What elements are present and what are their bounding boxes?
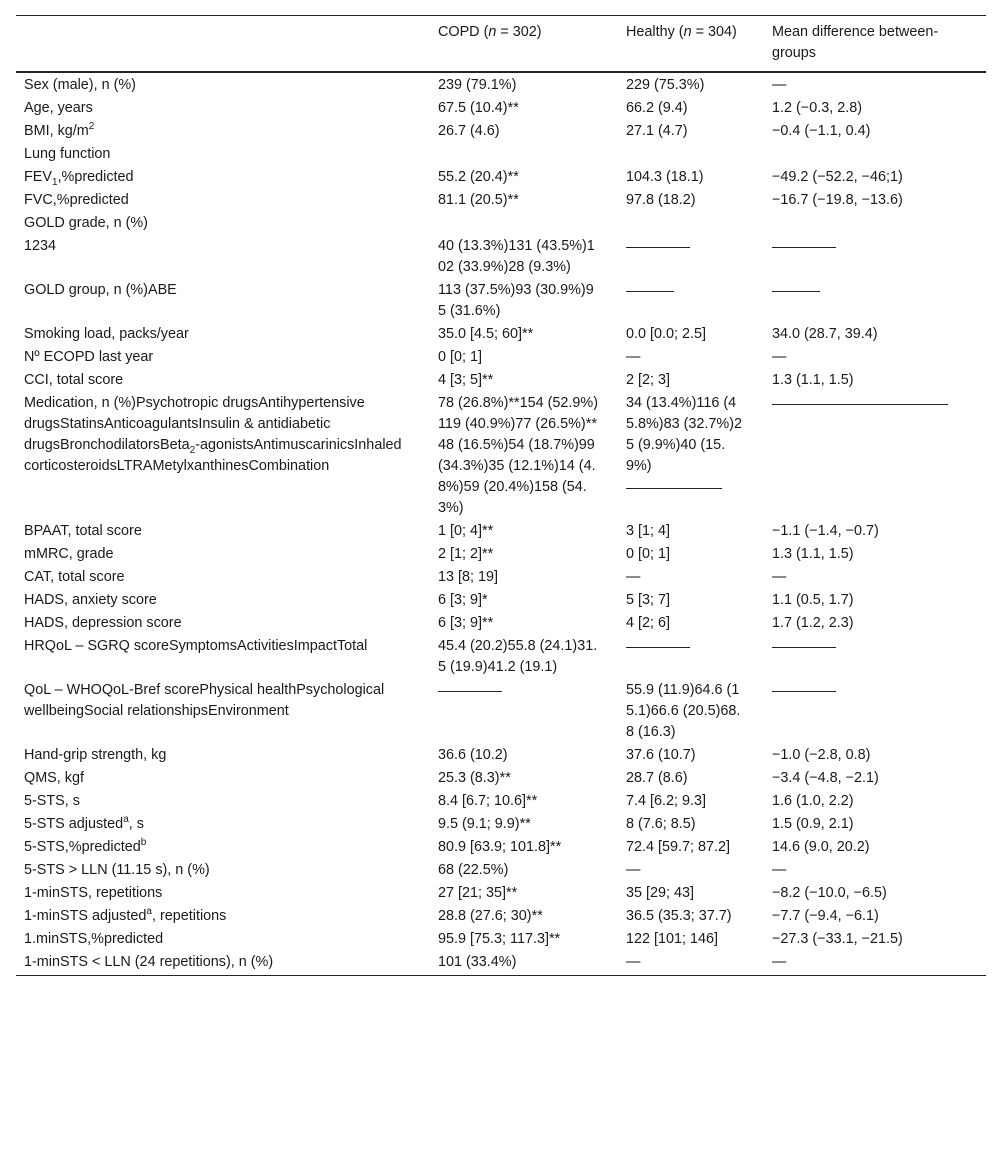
table-row bbox=[16, 680, 986, 745]
healthy-value: 97.8 (18.2) bbox=[626, 192, 696, 208]
healthy-value: 0 [0; 1] bbox=[626, 546, 671, 562]
mean-difference-value: 1.2 (−0.3, 2.8) bbox=[772, 100, 862, 116]
row-label: 1-minSTS < LLN (24 repetitions), n (%) bbox=[24, 954, 274, 970]
table-row bbox=[16, 370, 986, 393]
row-label: GOLD grade, n (%) bbox=[24, 215, 148, 231]
copd-value bbox=[430, 680, 618, 745]
mean-difference-value bbox=[764, 393, 986, 521]
copd-value: 27 [21; 35]** bbox=[438, 885, 518, 901]
copd-value: 6 [3; 9]** bbox=[438, 615, 494, 631]
copd-value: 2 [1; 2]** bbox=[438, 546, 494, 562]
copd-value bbox=[430, 636, 618, 680]
copd-value: 35.0 [4.5; 60]** bbox=[438, 326, 534, 342]
table-row bbox=[16, 590, 986, 613]
header-healthy-n: n bbox=[683, 24, 692, 40]
copd-value: 101 (33.4%) bbox=[438, 954, 517, 970]
table-row bbox=[16, 906, 986, 929]
copd-value: 239 (79.1%) bbox=[438, 77, 517, 93]
table-header bbox=[16, 16, 986, 73]
label-text-post: , repetitions bbox=[151, 908, 227, 924]
copd-value bbox=[430, 213, 618, 236]
table-row bbox=[16, 144, 986, 167]
empty-rule bbox=[772, 647, 836, 648]
table-row bbox=[16, 347, 986, 370]
table-row bbox=[16, 883, 986, 906]
mean-difference-value: −3.4 (−4.8, −2.1) bbox=[772, 770, 879, 786]
mean-difference-value: 1.5 (0.9, 2.1) bbox=[772, 816, 854, 832]
mean-difference-value bbox=[764, 680, 986, 745]
copd-value: 6 [3; 9]* bbox=[438, 592, 488, 608]
healthy-value: 4 [2; 6] bbox=[626, 615, 671, 631]
healthy-value: 2 [2; 3] bbox=[626, 372, 671, 388]
row-label: HADS, depression score bbox=[24, 615, 182, 631]
copd-value: 80.9 [63.9; 101.8]** bbox=[438, 839, 562, 855]
table-row bbox=[16, 213, 986, 236]
header-copd-post: = 302) bbox=[496, 24, 542, 40]
row-label bbox=[16, 167, 430, 190]
copd-value: 8.4 [6.7; 10.6]** bbox=[438, 793, 538, 809]
mean-difference-value bbox=[764, 280, 986, 324]
healthy-value bbox=[618, 144, 764, 167]
mean-difference-value: −8.2 (−10.0, −6.5) bbox=[772, 885, 887, 901]
label-subscript: 2 bbox=[189, 444, 196, 456]
table-row bbox=[16, 167, 986, 190]
mean-difference-value: 1.1 (0.5, 1.7) bbox=[772, 592, 854, 608]
mean-difference-value: — bbox=[772, 77, 787, 93]
empty-rule bbox=[626, 291, 674, 292]
row-label bbox=[16, 814, 430, 837]
healthy-value: 5 [3; 7] bbox=[626, 592, 671, 608]
mean-difference-value: −27.3 (−33.1, −21.5) bbox=[772, 931, 903, 947]
mean-difference-value: −7.7 (−9.4, −6.1) bbox=[772, 908, 879, 924]
mean-difference-value: 14.6 (9.0, 20.2) bbox=[772, 839, 870, 855]
row-label: GOLD group, n (%)ABE bbox=[24, 282, 177, 298]
label-text: FEV bbox=[24, 169, 52, 185]
healthy-value bbox=[618, 837, 764, 860]
mean-difference-value: −0.4 (−1.1, 0.4) bbox=[772, 123, 871, 139]
label-superscript: a bbox=[123, 814, 129, 826]
healthy-value: 3 [1; 4] bbox=[626, 523, 671, 539]
table-row bbox=[16, 72, 986, 98]
mean-difference-value: 1.6 (1.0, 2.2) bbox=[772, 793, 854, 809]
row-label: 5-STS, s bbox=[24, 793, 80, 809]
label-text-post: -agonistsAntimuscarinicsInhaled corticosteroidsLTRAMetylxanthinesCombination bbox=[24, 437, 402, 474]
table-row bbox=[16, 521, 986, 544]
table-row bbox=[16, 121, 986, 144]
healthy-value: 104.3 (18.1) bbox=[626, 169, 704, 185]
empty-rule bbox=[626, 247, 690, 248]
mean-difference-value: −49.2 (−52.2, −46;1) bbox=[772, 169, 903, 185]
healthy-value: — bbox=[626, 862, 641, 878]
row-label bbox=[16, 121, 430, 144]
label-text-post: , s bbox=[128, 816, 144, 832]
mean-difference-value: −1.0 (−2.8, 0.8) bbox=[772, 747, 871, 763]
label-superscript: b bbox=[140, 837, 147, 849]
copd-value: 9.5 (9.1; 9.9)** bbox=[438, 816, 531, 832]
table-row bbox=[16, 860, 986, 883]
table-row bbox=[16, 745, 986, 768]
healthy-value: 28.7 (8.6) bbox=[626, 770, 688, 786]
header-healthy bbox=[618, 16, 764, 73]
copd-value-text: 45.4 (20.2)55.8 (24.1)31.5 (19.9)41.2 (19.1) bbox=[438, 638, 598, 675]
copd-value: 25.3 (8.3)** bbox=[438, 770, 511, 786]
label-text: 5-STS,%predicted bbox=[24, 839, 141, 855]
label-subscript: 1 bbox=[52, 176, 58, 188]
copd-value: 28.8 (27.6; 30)** bbox=[438, 908, 543, 924]
healthy-value: 37.6 (10.7) bbox=[626, 747, 696, 763]
label-text: 5-STS adjusted bbox=[24, 816, 124, 832]
healthy-value-text: 36.5 (35.3; 37.7) bbox=[626, 908, 732, 924]
table-row bbox=[16, 544, 986, 567]
mean-difference-value: — bbox=[772, 862, 787, 878]
table-row bbox=[16, 98, 986, 121]
mean-difference-value: 1.3 (1.1, 1.5) bbox=[772, 546, 854, 562]
row-label: CAT, total score bbox=[24, 569, 125, 585]
mean-difference-value bbox=[764, 213, 986, 236]
copd-value: 55.2 (20.4)** bbox=[438, 169, 519, 185]
row-label: Age, years bbox=[24, 100, 93, 116]
table-row bbox=[16, 837, 986, 860]
copd-value: 68 (22.5%) bbox=[438, 862, 509, 878]
row-label: Sex (male), n (%) bbox=[24, 77, 136, 93]
table-row bbox=[16, 814, 986, 837]
copd-value bbox=[430, 236, 618, 280]
row-label bbox=[16, 906, 430, 929]
row-label: 1-minSTS, repetitions bbox=[24, 885, 163, 901]
row-label bbox=[16, 837, 430, 860]
row-label: HADS, anxiety score bbox=[24, 592, 157, 608]
healthy-value-text: 34 (13.4%)116 (45.8%)83 (32.7%)25 (9.9%)40 (15.9%) bbox=[626, 395, 742, 474]
healthy-value bbox=[618, 236, 764, 280]
label-text: BMI, kg/m bbox=[24, 123, 89, 139]
healthy-value: 229 (75.3%) bbox=[626, 77, 705, 93]
mean-difference-value: — bbox=[772, 954, 787, 970]
empty-rule bbox=[626, 488, 722, 489]
row-label: QoL – WHOQoL-Bref scorePhysical healthPsychological wellbeingSocial relationshipsEnvironment bbox=[24, 682, 385, 719]
row-label: QMS, kgf bbox=[24, 770, 84, 786]
healthy-value: — bbox=[626, 349, 641, 365]
header-healthy-pre: Healthy ( bbox=[626, 24, 684, 40]
healthy-value-text: 72.4 [59.7; 87.2] bbox=[626, 839, 731, 855]
mean-difference-value bbox=[764, 144, 986, 167]
healthy-value bbox=[618, 680, 764, 745]
mean-difference-value: — bbox=[772, 349, 787, 365]
table-row bbox=[16, 324, 986, 347]
label-text-post: ,%predicted bbox=[57, 169, 134, 185]
mean-difference-value: 1.3 (1.1, 1.5) bbox=[772, 372, 854, 388]
healthy-value: 122 [101; 146] bbox=[626, 931, 719, 947]
mean-difference-value: — bbox=[772, 569, 787, 585]
comparison-table bbox=[16, 15, 986, 976]
label-text: Medication, n (%)Psychotropic drugsAntihypertensive drugsStatinsAnticoagulantsInsulin & antidiabetic drugsBronchodilatorsBeta bbox=[24, 395, 365, 453]
header-row bbox=[16, 16, 986, 73]
mean-difference-value bbox=[764, 636, 986, 680]
row-label: Lung function bbox=[24, 146, 111, 162]
healthy-value bbox=[618, 393, 764, 521]
healthy-value: — bbox=[626, 569, 641, 585]
copd-value bbox=[430, 393, 618, 521]
healthy-value: 7.4 [6.2; 9.3] bbox=[626, 793, 707, 809]
row-label: Hand-grip strength, kg bbox=[24, 747, 167, 763]
copd-value: 95.9 [75.3; 117.3]** bbox=[438, 931, 561, 947]
mean-difference-value: 34.0 (28.7, 39.4) bbox=[772, 326, 878, 342]
healthy-value bbox=[618, 280, 764, 324]
mean-difference-value: −16.7 (−19.8, −13.6) bbox=[772, 192, 903, 208]
copd-value bbox=[430, 144, 618, 167]
row-label: HRQoL – SGRQ scoreSymptomsActivitiesImpactTotal bbox=[24, 638, 368, 654]
row-label: mMRC, grade bbox=[24, 546, 114, 562]
row-label: BPAAT, total score bbox=[24, 523, 142, 539]
row-label: Smoking load, packs/year bbox=[24, 326, 189, 342]
table-row bbox=[16, 636, 986, 680]
table-row bbox=[16, 236, 986, 280]
table-row bbox=[16, 393, 986, 521]
label-superscript: a bbox=[146, 906, 152, 918]
empty-rule bbox=[438, 691, 502, 692]
row-label: FVC,%predicted bbox=[24, 192, 129, 208]
header-copd-pre: COPD ( bbox=[438, 24, 489, 40]
table-row bbox=[16, 190, 986, 213]
row-label: CCI, total score bbox=[24, 372, 124, 388]
row-label: Nº ECOPD last year bbox=[24, 349, 154, 365]
mean-difference-value: 1.7 (1.2, 2.3) bbox=[772, 615, 854, 631]
copd-value: 1 [0; 4]** bbox=[438, 523, 494, 539]
table-row bbox=[16, 567, 986, 590]
table-body bbox=[16, 72, 986, 976]
healthy-value bbox=[618, 636, 764, 680]
row-label: 5-STS > LLN (11.15 s), n (%) bbox=[24, 862, 210, 878]
copd-value-text: 40 (13.3%)131 (43.5%)102 (33.9%)28 (9.3%) bbox=[438, 238, 595, 275]
copd-value: 67.5 (10.4)** bbox=[438, 100, 519, 116]
header-copd bbox=[430, 16, 618, 73]
empty-rule bbox=[772, 247, 836, 248]
healthy-value bbox=[618, 906, 764, 929]
table-row bbox=[16, 768, 986, 791]
copd-value: 13 [8; 19] bbox=[438, 569, 499, 585]
copd-value: 0 [0; 1] bbox=[438, 349, 483, 365]
healthy-value: 66.2 (9.4) bbox=[626, 100, 688, 116]
empty-rule bbox=[772, 691, 836, 692]
healthy-value: 35 [29; 43] bbox=[626, 885, 695, 901]
copd-value-text: 78 (26.8%)**154 (52.9%)119 (40.9%)77 (26.5%)**48 (16.5%)54 (18.7%)99 (34.3%)35 (12.1%)14 (4.8%)59 (20.4%)158 (54.3%) bbox=[438, 395, 598, 516]
table-row bbox=[16, 280, 986, 324]
empty-rule bbox=[626, 647, 690, 648]
table-row bbox=[16, 952, 986, 976]
row-label: 1.minSTS,%predicted bbox=[24, 931, 164, 947]
copd-value: 4 [3; 5]** bbox=[438, 372, 494, 388]
healthy-value: 0.0 [0.0; 2.5] bbox=[626, 326, 707, 342]
empty-rule bbox=[772, 404, 948, 405]
healthy-value: 8 (7.6; 8.5) bbox=[626, 816, 696, 832]
label-superscript: 2 bbox=[88, 121, 95, 133]
copd-value bbox=[430, 280, 618, 324]
copd-value: 26.7 (4.6) bbox=[438, 123, 500, 139]
label-text: 1-minSTS adjusted bbox=[24, 908, 147, 924]
copd-value: 81.1 (20.5)** bbox=[438, 192, 519, 208]
header-variable bbox=[16, 16, 430, 73]
mean-difference-value: −1.1 (−1.4, −0.7) bbox=[772, 523, 879, 539]
header-mean-difference: Mean difference between-groups bbox=[772, 24, 939, 61]
row-label: 1234 bbox=[24, 238, 57, 254]
row-label bbox=[16, 393, 430, 521]
copd-value-text: 113 (37.5%)93 (30.9%)95 (31.6%) bbox=[438, 282, 594, 319]
healthy-value bbox=[618, 213, 764, 236]
table-row bbox=[16, 929, 986, 952]
mean-difference-value bbox=[764, 236, 986, 280]
healthy-value: 27.1 (4.7) bbox=[626, 123, 688, 139]
header-copd-n: n bbox=[488, 24, 497, 40]
table-row bbox=[16, 791, 986, 814]
healthy-value: — bbox=[626, 954, 641, 970]
healthy-value-text: 55.9 (11.9)64.6 (15.1)66.6 (20.5)68.8 (16.3) bbox=[626, 682, 741, 740]
table-row bbox=[16, 613, 986, 636]
copd-value: 36.6 (10.2) bbox=[438, 747, 508, 763]
empty-rule bbox=[772, 291, 820, 292]
header-healthy-post: = 304) bbox=[691, 24, 737, 40]
